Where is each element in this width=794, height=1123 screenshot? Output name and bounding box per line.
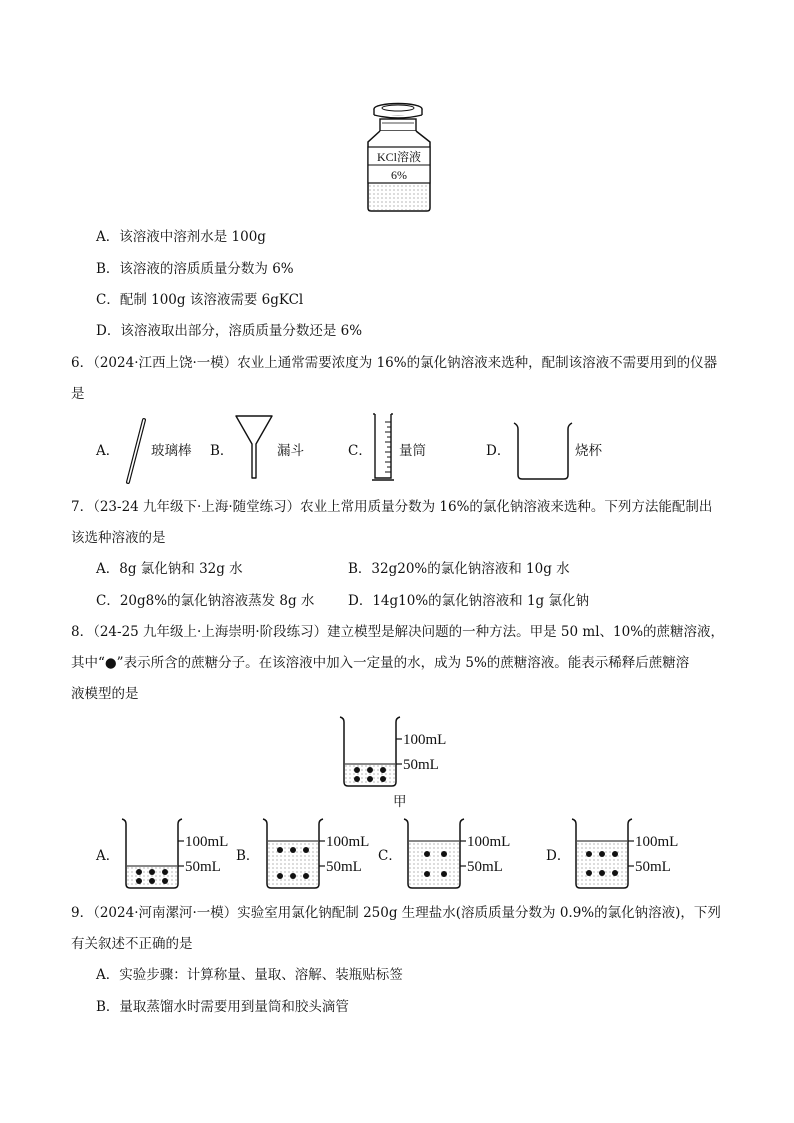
q6-option-b-letter: B． [210, 443, 234, 459]
beaker-jia-mark-100: 100mL [403, 732, 447, 748]
q8-option-b-beaker [259, 814, 383, 894]
q7-option-a: A．8g 氯化钠和 32g 水 [96, 561, 243, 577]
q8-stem-line1: 8．（24-25 九年级上·上海崇明·阶段练习）建立模型是解决问题的一种方法。甲是 50 ml、10%的蔗糖溶液， [71, 624, 725, 640]
graduated-cylinder-icon [370, 412, 396, 482]
q8-stem-line2: 其中“●”表示所含的蔗糖分子。在该溶液中加入一定量的水，成为 5%的蔗糖溶液。能表示稀释后蔗糖溶 [71, 655, 690, 671]
glass-rod-icon [124, 418, 148, 484]
q8-option-d-beaker [568, 814, 692, 894]
q8-option-a-beaker [118, 814, 242, 894]
q6-option-d-name: 烧杯 [575, 443, 602, 459]
q9-option-b: B．量取蒸馏水时需要用到量筒和胶头滴管 [96, 999, 349, 1015]
q5-option-c: C．配制 100g 该溶液需要 6gKCl [96, 292, 304, 308]
bottle-label-name: KCl溶液 [376, 150, 422, 164]
q6-stem-line2: 是 [71, 386, 85, 402]
q6-option-d-letter: D． [486, 443, 511, 459]
q5-option-b: B．该溶液的溶质质量分数为 6% [96, 261, 294, 277]
q5-option-a: A．该溶液中溶剂水是 100g [96, 229, 266, 245]
q7-option-c: C．20g8%的氯化钠溶液蒸发 8g 水 [96, 593, 315, 609]
q7-option-d: D．14g10%的氯化钠溶液和 1g 氯化钠 [348, 593, 589, 609]
q8-option-d-mark-100: 100mL [635, 834, 679, 850]
q5-option-d: D．该溶液取出部分，溶质质量分数还是 6% [96, 323, 363, 339]
q7-stem-line1: 7．（23-24 九年级下·上海·随堂练习）农业上常用质量分数为 16%的氯化钠溶液来选种。下列方法能配制出 [71, 499, 713, 515]
q8-option-a-letter: A． [96, 848, 120, 864]
q8-option-b-mark-50: 50mL [326, 859, 362, 875]
q8-option-c-mark-50: 50mL [467, 859, 503, 875]
bottle-label-percent: 6% [391, 168, 407, 182]
funnel-icon [234, 414, 274, 480]
q6-option-b-name: 漏斗 [277, 443, 304, 459]
q8-option-b-mark-100: 100mL [326, 834, 370, 850]
q9-stem-line1: 9．（2024·河南漯河·一模）实验室用氯化钠配制 250g 生理盐水(溶质质量分数为 0.9%的氯化钠溶液)，下列 [71, 905, 721, 921]
q7-option-b: B．32g20%的氯化钠溶液和 10g 水 [348, 561, 570, 577]
beaker-jia-caption: 甲 [393, 794, 407, 810]
reagent-bottle-figure [360, 100, 440, 215]
q6-option-a-name: 玻璃棒 [151, 443, 192, 459]
q6-option-c-name: 量筒 [399, 443, 426, 459]
beaker-jia-mark-50: 50mL [403, 757, 439, 773]
q8-option-b-letter: B． [236, 848, 260, 864]
q7-stem-line2: 该选种溶液的是 [71, 530, 166, 546]
beaker-icon [512, 420, 574, 482]
q8-option-a-mark-50: 50mL [185, 859, 221, 875]
q8-option-d-mark-50: 50mL [635, 859, 671, 875]
q6-option-c-letter: C． [348, 443, 372, 459]
q9-option-a: A．实验步骤：计算称量、量取、溶解、装瓶贴标签 [96, 967, 403, 983]
q6-option-a-letter: A． [96, 443, 120, 459]
q8-option-c-mark-100: 100mL [467, 834, 511, 850]
beaker-jia-figure [336, 712, 460, 792]
q8-stem-line3: 液模型的是 [71, 686, 139, 702]
q8-option-c-beaker [400, 814, 524, 894]
q9-stem-line2: 有关叙述不正确的是 [71, 936, 193, 952]
q8-option-d-letter: D． [546, 848, 571, 864]
q8-option-a-mark-100: 100mL [185, 834, 229, 850]
q6-stem-line1: 6．（2024·江西上饶·一模）农业上通常需要浓度为 16%的氯化钠溶液来选种，配制该溶液不需要用到的仪器 [71, 355, 718, 371]
q8-option-c-letter: C． [378, 848, 402, 864]
